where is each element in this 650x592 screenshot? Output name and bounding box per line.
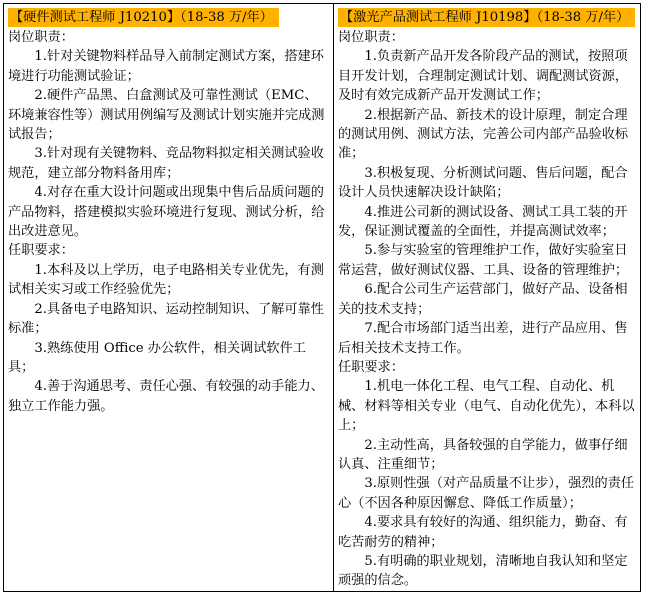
requirement-item: 1.机电一体化工程、电气工程、自动化、机械、材料等相关专业（电气、自动化优先），本科以上；	[338, 379, 635, 434]
job-listing-row	[4, 4, 641, 592]
requirement-item: 2.具备电子电路知识、运动控制知识、了解可靠性标准；	[8, 301, 324, 337]
duty-item: 3.针对现有关键物料、竞品物料拟定相关测试验收规范，建立部分物料备用库；	[8, 146, 324, 181]
requirements-heading: 任职要求：	[8, 243, 74, 259]
requirement-item: 1.本科及以上学历，电子电路相关专业优先，有测试相关实习或工作经验优先；	[8, 262, 324, 298]
duty-item: 4.对存在重大设计问题或出现集中售后品质问题的产品物料，搭建模拟实验环境进行复现、测试分析，给出改进意见。	[8, 185, 325, 240]
job-cell-hardware-test-engineer	[4, 4, 334, 592]
requirement-item: 3.熟练使用 Office 办公软件，相关调试软件工具；	[8, 340, 306, 375]
duty-item: 1.针对关键物料样品导入前制定测试方案，搭建环境进行功能测试验证；	[8, 49, 324, 84]
requirement-item: 3.原则性强（对产品质量不让步），强烈的责任心（不因各种原因懈怠、降低工作质量）；	[338, 476, 635, 511]
requirement-item: 5.有明确的职业规划，清晰地自我认知和坚定顽强的信念。	[338, 553, 628, 589]
requirements-heading: 任职要求：	[338, 359, 404, 375]
duty-item: 2.硬件产品黑、白盒测试及可靠性测试（EMC、环境兼容性等）测试用例编写及测试计划实施并完成测试报告；	[8, 88, 325, 143]
duty-item: 4.推进公司新的测试设备、测试工具工装的开发，保证测试覆盖的全面性，并提高测试效率；	[338, 204, 628, 240]
duty-item: 2.根据新产品、新技术的设计原理，制定合理的测试用例、测试方法，完善公司内部产品验收标准；	[338, 107, 629, 162]
duty-item: 1.负责新产品开发各阶段产品的测试，按照项目开发计划，合理制定测试计划、调配测试资源，及时有效完成新产品开发测试工作；	[338, 49, 629, 104]
requirement-item: 2.主动性高，具备较强的自学能力，做事仔细认真、注重细节；	[338, 437, 628, 472]
job-listing-table	[3, 3, 641, 592]
job-title: 【硬件测试工程师 J10210】（18-38 万/年）	[8, 8, 279, 27]
duty-item: 5.参与实验室的管理维护工作，做好实验室日常运营，做好测试仪器、工具、设备的管理维护；	[338, 243, 629, 278]
duty-item: 7.配合市场部门适当出差，进行产品应用、售后相关技术支持工作。	[338, 321, 628, 356]
duties-heading: 岗位职责：	[8, 30, 74, 45]
duty-item: 3.积极复现、分析测试问题、售后问题，配合设计人员快速解决设计缺陷；	[338, 165, 628, 201]
requirement-item: 4.要求具有较好的沟通、组织能力，勤奋、有吃苦耐劳的精神；	[338, 515, 628, 550]
job-title: 【激光产品测试工程师 J10198】（18-38 万/年）	[338, 8, 635, 27]
duties-heading: 岗位职责：	[338, 30, 404, 45]
job-cell-laser-product-test-engineer	[334, 4, 641, 592]
duty-item: 6.配合公司生产运营部门，做好产品、设备相关的技术支持；	[338, 282, 628, 317]
requirement-item: 4.善于沟通思考、责任心强、有较强的动手能力、独立工作能力强。	[8, 379, 324, 414]
